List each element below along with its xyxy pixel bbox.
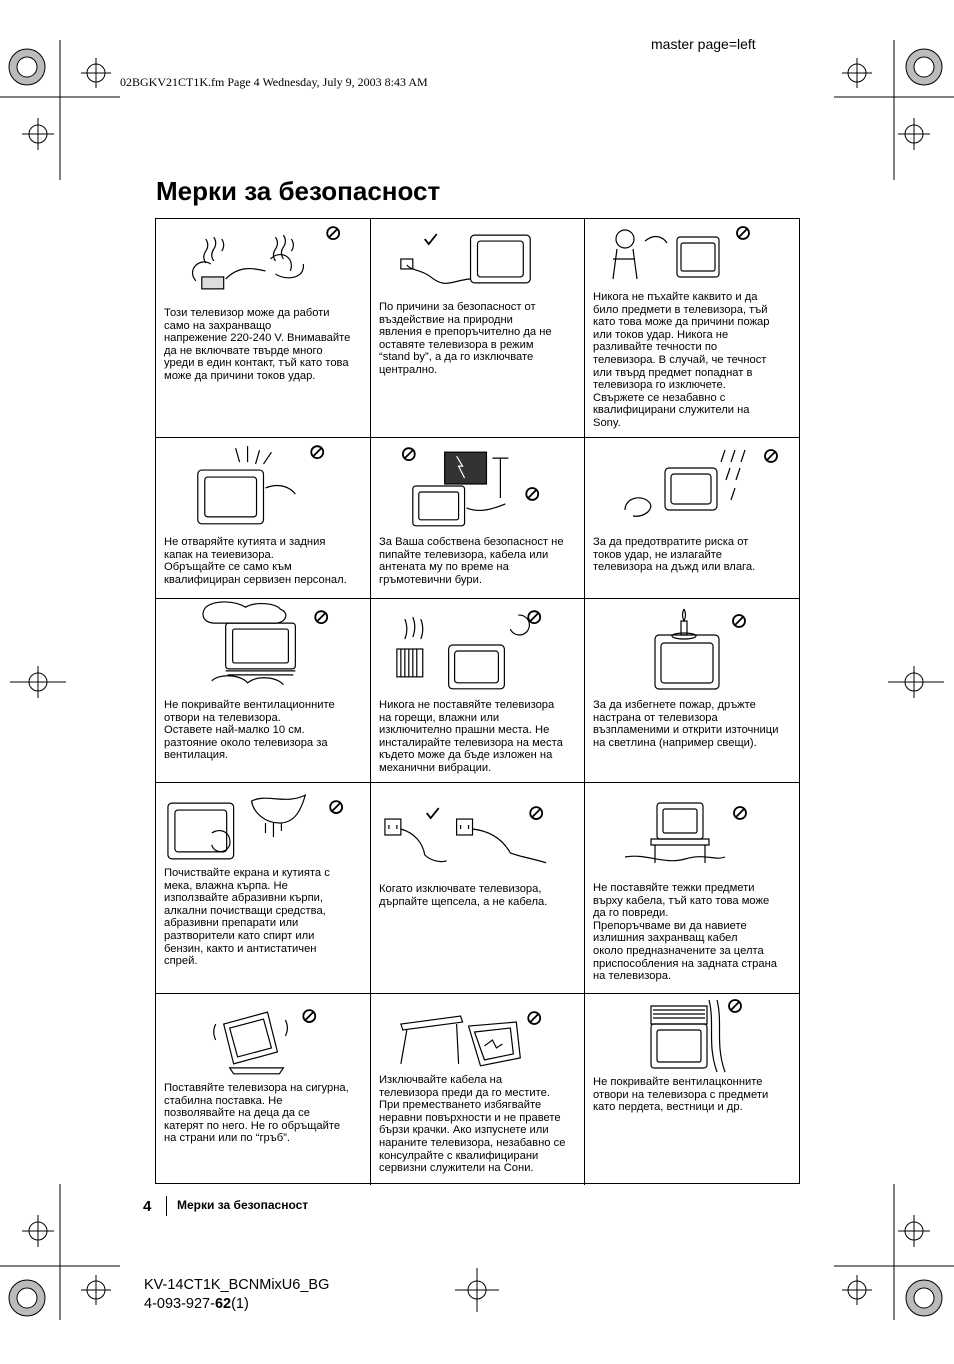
- safety-cell-do-not-open: [156, 438, 371, 599]
- prohibited-icon: [734, 807, 746, 819]
- checkmark-icon: [425, 234, 437, 244]
- prohibited-icon: [737, 227, 749, 239]
- cell-text: Почиствайте екрана и кутията с мека, влажна кърпа. Не използвайте абразивни кърпи, алкални почистващи средства, абразивни препарати или разтворители като спирт или бензин, както и антистатичен спрей.: [164, 867, 330, 968]
- candle-on-tv-illustration: [585, 599, 799, 697]
- cell-text: Не покривайте вентилацконните отвори на телевизора с предмети като пердета, вестници и др.: [593, 1076, 769, 1114]
- cell-text: Никога не поставяйте телевизора на горещи, влажни или изключително прашни места. Не инсталирайте телевизора на места където може да бъде изложен на механични вибрации.: [379, 699, 563, 774]
- safety-cell-thunderstorm: [371, 438, 585, 599]
- cell-text: Не отваряйте кутията и задния капак на теиевизора. Обръщайте се само към квалифициран сервизен персонал.: [164, 536, 347, 586]
- cell-text: Поставяйте телевизора на сигурна, стабилна поставка. Не позволявайте на деца да се катерят по него. Не го обръщайте на страни или по “гръб”.: [164, 1082, 349, 1145]
- prohibited-icon: [303, 1010, 315, 1022]
- safety-cell-unplugging: [371, 783, 585, 994]
- safety-cell-cable: [585, 783, 799, 994]
- cell-text: За Ваша собствена безопасност не пипайте телевизора, кабела или антената му по време на гръмотевични бури.: [379, 536, 564, 586]
- cell-text: Никога не пъхайте каквито и да било предмети в телевизора, тъй като това може да причини пожар или токов удар. Никога не разливайте течности по телевизора. В случай, че течност или твърд предмет попаднат в телевизора го изключете. Свържете се незабавно с квалифицирани служители на Sony.: [593, 291, 770, 429]
- tipping-tv-illustration: [156, 994, 370, 1080]
- document-code: 4-093-927-62(1): [144, 1296, 249, 1312]
- falling-tv-illustration: [371, 994, 584, 1074]
- tv-unplugged-illustration: [371, 219, 584, 299]
- page-title: Мерки за безопасност: [156, 176, 441, 206]
- tv-rain-illustration: [585, 438, 799, 533]
- prohibited-icon: [327, 227, 339, 239]
- cell-text: За да предотвратите риска от токов удар, не излагайте телевизора на дъжд или влага.: [593, 536, 756, 574]
- footer-divider: [166, 1196, 167, 1216]
- covered-vents-illustration: [156, 599, 370, 697]
- cell-text: Когато изключвате телевизора, дърпайте щепсела, а не кабела.: [379, 883, 548, 908]
- file-info-line: 02BGKV21CT1K.fm Page 4 Wednesday, July 9, 2003 8:43 AM: [120, 75, 428, 89]
- prohibited-icon: [528, 611, 540, 623]
- cell-text: Този телевизор може да работи само на захранващо напрежение 220-240 V. Внимавайте да не включвате твърде много уреди в един контакт, тъй като това може да причини токов удар.: [164, 307, 351, 382]
- safety-cell-location: [371, 599, 585, 783]
- safety-cell-candles: [585, 599, 799, 783]
- safety-cell-foreign-objects: [585, 219, 799, 438]
- safety-grid: [155, 218, 800, 1184]
- prohibited-icon: [729, 1000, 741, 1012]
- page-number: 4: [143, 1198, 152, 1215]
- cell-text: По причини за безопасност от въздействие на природни явления е препоръчително да не оставяте телевизора в режим “stand by”, а да го изключвате централно.: [379, 301, 552, 376]
- cell-text: Изключвайте кабела на телевизора преди да го местите. При преместването избягвайте неравни повърхности и не правете бързи крачки. Ако изпуснете или нараните телевизора, незабавно се консулрайте с квалифицирани сервизни служители на Сони.: [379, 1074, 566, 1175]
- prohibited-icon: [530, 807, 542, 819]
- safety-cell-stable-stand: [156, 994, 371, 1185]
- pulling-plug-illustration: [371, 783, 584, 878]
- prohibited-icon: [733, 615, 745, 627]
- prohibited-icon: [526, 488, 538, 500]
- safety-cell-rain: [585, 438, 799, 599]
- tv-with-curtains-illustration: [585, 994, 799, 1074]
- safety-cell-standby: [371, 219, 585, 438]
- safety-cell-cleaning: [156, 783, 371, 994]
- cleaning-tv-illustration: [156, 783, 370, 868]
- prohibited-icon: [330, 801, 342, 813]
- safety-cell-power-voltage: [156, 219, 371, 438]
- prohibited-icon: [765, 450, 777, 462]
- model-info: [144, 1276, 329, 1314]
- prohibited-icon: [528, 1012, 540, 1024]
- overloaded-outlet-illustration: [156, 219, 370, 304]
- safety-cell-moving: [371, 994, 585, 1185]
- safety-cell-curtains: [585, 994, 799, 1185]
- cell-text: Не поставяйте тежки предмети върху кабела, тъй като това може да го повреди. Препоръчваме ви да навиете излишния захранващ кабел около предназначените за целта приспособления на задната страна на телевизора.: [593, 882, 778, 983]
- prohibited-icon: [315, 611, 327, 623]
- heater-sun-tv-illustration: [371, 599, 584, 697]
- checkmark-icon: [427, 808, 439, 818]
- footer-section-label: Мерки за безопасност: [177, 1198, 309, 1212]
- child-inserting-object-illustration: [585, 219, 799, 291]
- prohibited-icon: [403, 448, 415, 460]
- model-line: KV-14CT1K_BCNMixU6_BG: [144, 1277, 330, 1293]
- prohibited-icon: [311, 446, 323, 458]
- lightning-tv-illustration: [371, 438, 584, 533]
- master-page-note: master page=left: [651, 36, 756, 52]
- tv-on-cable-illustration: [585, 783, 799, 879]
- opened-tv-illustration: [156, 438, 370, 533]
- safety-cell-ventilation: [156, 599, 371, 783]
- cell-text: Не покривайте вентилационните отвори на телевизора. Оставете най-малко 10 см. разтояние около телевизора за вентилация.: [164, 699, 335, 762]
- cell-text: За да избегнете пожар, дръжте настрана от телевизора възпламеними и открити източници на светлина (например свещи).: [593, 699, 779, 749]
